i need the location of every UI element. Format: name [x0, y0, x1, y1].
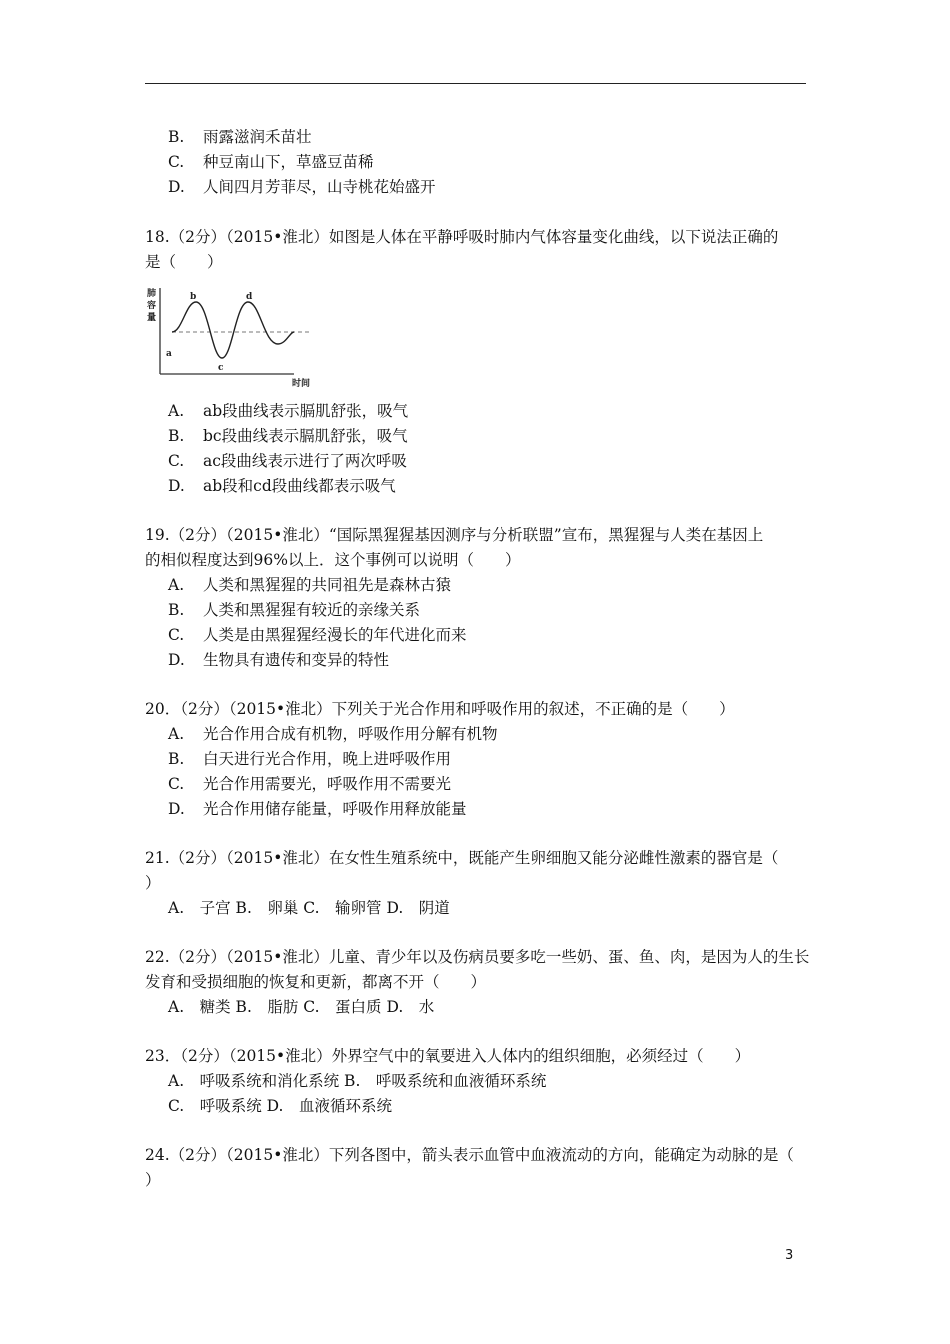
q20-option-c: C. 光合作用需要光，呼吸作用不需要光: [168, 775, 452, 793]
q23-options-line2: C. 呼吸系统 D. 血液循环系统: [168, 1097, 392, 1115]
q23-stem-line1: 23．（2分）（2015•淮北）外界空气中的氧要进入人体内的组织细胞，必须经过（ ）: [145, 1047, 751, 1065]
q24-stem-line2: ）: [145, 1171, 161, 1189]
y-axis-label-3: 量: [147, 313, 157, 323]
q19-stem-line1: 19.（2分）（2015•淮北）“国际黑猩猩基因测序与分析联盟”宣布，黑猩猩与人类在基因上: [145, 526, 764, 544]
y-axis-label-1: 肺: [147, 289, 157, 299]
q20-option-b: B. 白天进行光合作用，晚上进呼吸作用: [168, 750, 452, 768]
q23-options-line1: A. 呼吸系统和消化系统 B. 呼吸系统和血液循环系统: [168, 1072, 547, 1090]
q20-option-d: D. 光合作用储存能量，呼吸作用释放能量: [168, 800, 467, 818]
q19-option-d: D. 生物具有遗传和变异的特性: [168, 651, 390, 669]
q18-lung-volume-figure: [144, 282, 324, 390]
point-b-label: b: [190, 292, 197, 302]
lung-volume-chart: [144, 282, 324, 390]
y-axis-label-2: 容: [147, 301, 157, 311]
q19-stem-line2: 的相似程度达到96%以上．这个事例可以说明（ ）: [145, 551, 521, 569]
q21-stem-line1: 21.（2分）（2015•淮北）在女性生殖系统中，既能产生卵细胞又能分泌雌性激素的器官是（: [145, 849, 779, 867]
q18-option-a: A. ab段曲线表示膈肌舒张，吸气: [168, 402, 409, 420]
q21-options: A. 子宫 B. 卵巢 C. 输卵管 D. 阴道: [168, 899, 450, 917]
q24-stem-line1: 24.（2分）（2015•淮北）下列各图中，箭头表示血管中血液流动的方向，能确定为动脉的是（: [145, 1146, 794, 1164]
q21-stem-line2: ）: [145, 874, 161, 892]
page-number: 3: [785, 1248, 794, 1263]
q17-option-d: D. 人间四月芳菲尽，山寺桃花始盛开: [168, 178, 436, 196]
q18-stem-line1: 18.（2分）（2015•淮北）如图是人体在平静呼吸时肺内气体容量变化曲线，以下说法正确的: [145, 228, 779, 246]
q18-option-d: D. ab段和cd段曲线都表示吸气: [168, 477, 396, 495]
q20-option-a: A. 光合作用合成有机物，呼吸作用分解有机物: [168, 725, 498, 743]
point-d-label: d: [246, 292, 253, 302]
q17-option-b: B. 雨露滋润禾苗壮: [168, 128, 312, 146]
q19-option-b: B. 人类和黑猩猩有较近的亲缘关系: [168, 601, 421, 619]
volume-curve: [172, 302, 294, 358]
q20-stem-line1: 20．（2分）（2015•淮北）下列关于光合作用和呼吸作用的叙述，不正确的是（ ）: [145, 700, 735, 718]
q22-options: A. 糖类 B. 脂肪 C. 蛋白质 D. 水: [168, 998, 435, 1016]
q22-stem-line2: 发育和受损细胞的恢复和更新，都离不开（ ）: [145, 973, 487, 991]
point-c-label: c: [218, 363, 224, 373]
q19-option-c: C. 人类是由黑猩猩经漫长的年代进化而来: [168, 626, 467, 644]
q18-option-b: B. bc段曲线表示膈肌舒张，吸气: [168, 427, 408, 445]
q18-option-c: C. ac段曲线表示进行了两次呼吸: [168, 452, 407, 470]
point-a-label: a: [166, 349, 172, 359]
q22-stem-line1: 22.（2分）（2015•淮北）儿童、青少年以及伤病员要多吃一些奶、蛋、鱼、肉，是因为人的生长: [145, 948, 810, 966]
header-rule: [145, 83, 806, 84]
q19-option-a: A. 人类和黑猩猩的共同祖先是森林古猿: [168, 576, 452, 594]
q17-option-c: C. 种豆南山下，草盛豆苗稀: [168, 153, 374, 171]
q18-stem-line2: 是（ ）: [145, 253, 223, 271]
x-axis-label: 时间: [292, 379, 311, 389]
